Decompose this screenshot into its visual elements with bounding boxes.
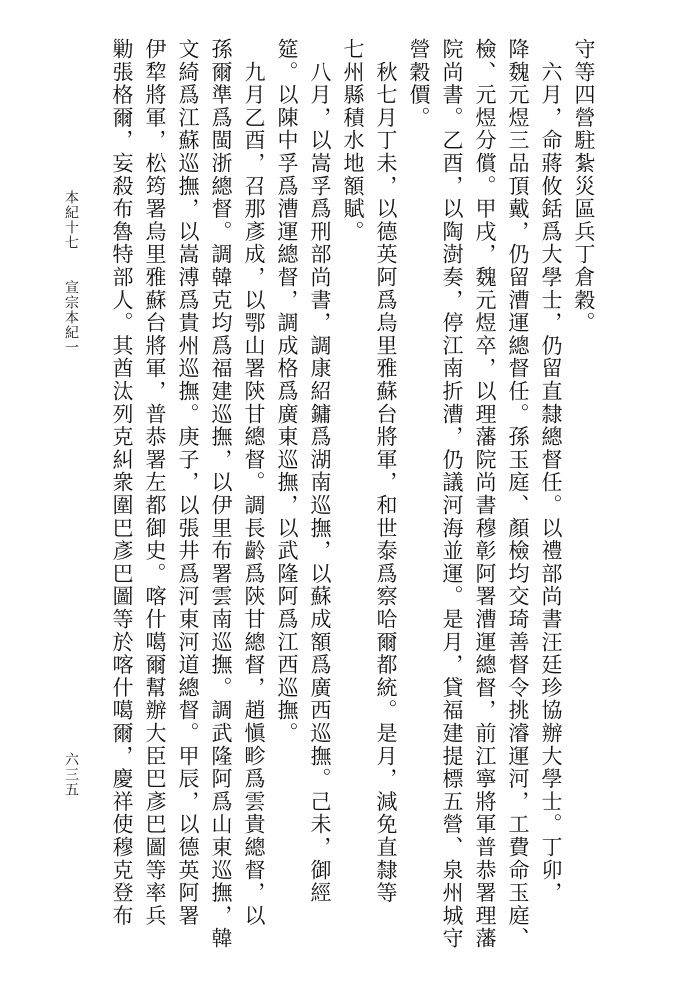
text-column-9: 八月，以嵩孚爲刑部尚書，調康紹鏞爲湖南巡撫，以蘇成額爲廣西巡撫。己未，御經 — [308, 38, 332, 905]
text-column-4: 檢、元煜分償。甲戌，魏元煜卒，以理藩院尚書穆彰阿署漕運總督，前江寧將軍普恭署理藩 — [473, 38, 497, 950]
text-column-8: 七州縣積水地額賦。 — [341, 38, 365, 244]
margin-title: 本紀十七 宣宗本紀一 — [63, 190, 79, 355]
text-column-5: 院尚書。乙酉，以陶澍奏，停江南折漕，仍議河海並運。是月，貸福建提標五營、泉州城守 — [440, 38, 464, 950]
text-column-6: 營穀價。 — [407, 38, 431, 130]
text-column-2: 六月，命蔣攸銛爲大學士，仍留直隸總督任。以禮部尚書汪廷珍協辦大學士。丁卯， — [539, 38, 563, 905]
text-column-15: 勦張格爾，妄殺布魯特部人。其酋汰列克糾衆圍巴彥巴圖等於喀什噶爾，慶祥使穆克登布 — [110, 38, 134, 928]
text-column-12: 孫爾準爲閩浙總督。調韓克均爲福建巡撫，以伊里布署雲南巡撫。調武隆阿爲山東巡撫，韓 — [209, 38, 233, 950]
text-column-1: 守等四營駐紮災區兵丁倉穀。 — [572, 38, 596, 335]
text-column-11: 九月乙酉，召那彥成，以鄂山署陝甘總督。調長齡爲陝甘總督，趙愼畛爲雲貴總督，以 — [242, 38, 266, 928]
text-column-7: 秋七月丁未，以德英阿爲烏里雅蘇台將軍，和世泰爲察哈爾都統。是月，減免直隸等 — [374, 38, 398, 905]
page-number: 六三五 — [63, 752, 79, 797]
text-column-14: 伊犂將軍，松筠署烏里雅蘇台將軍，普恭署左都御史。喀什噶爾幫辦大臣巴彥巴圖等率兵 — [143, 38, 167, 928]
text-column-3: 降魏元煜三品頂戴，仍留漕運總督任。孫玉庭、顏檢均交琦善督令挑濬運河，工費命玉庭、 — [506, 38, 530, 950]
text-column-10: 筵。以陳中孚爲漕運總督，調成格爲廣東巡撫，以武隆阿爲江西巡撫。 — [275, 38, 299, 745]
text-column-13: 文綺爲江蘇巡撫，以嵩溥爲貴州巡撫。庚子，以張井爲河東河道總督。甲辰，以德英阿署 — [176, 38, 200, 928]
